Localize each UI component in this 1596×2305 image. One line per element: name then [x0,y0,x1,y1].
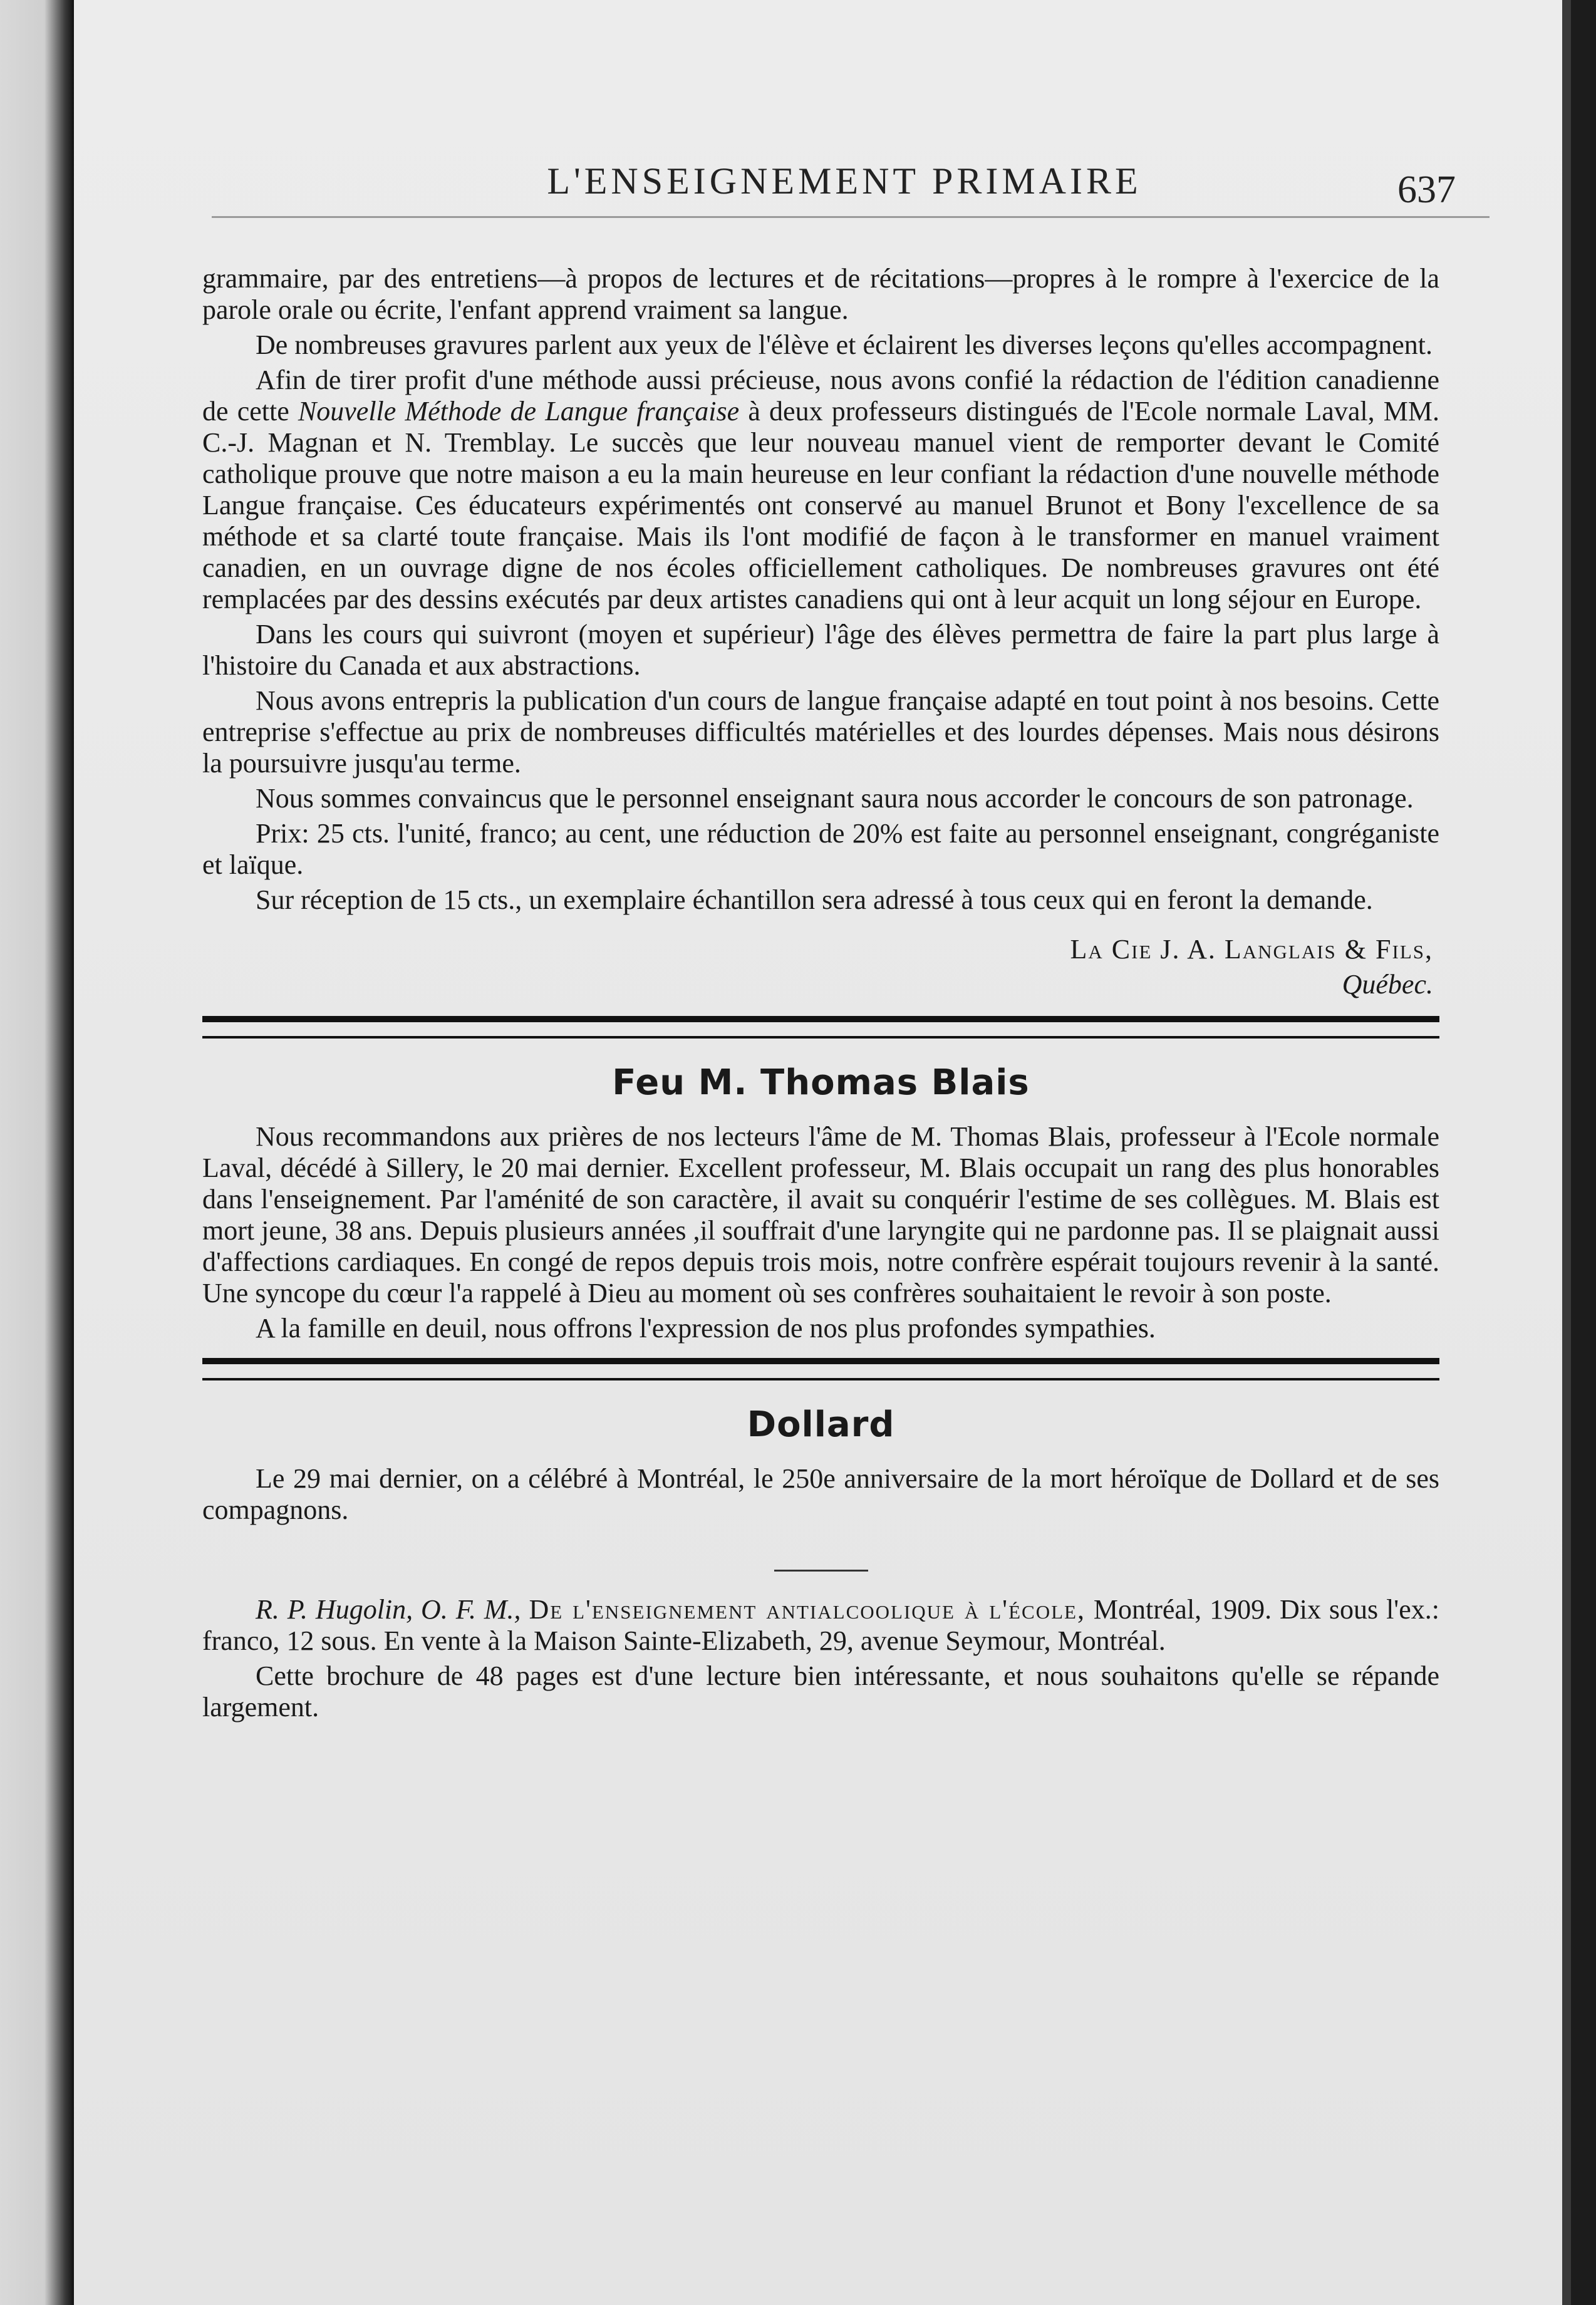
paragraph [202,1594,1439,1657]
publisher-notice [202,263,1439,1002]
method-title: Nouvelle Méthode de Langue française [298,396,740,427]
paragraph: Sur réception de 15 cts., un exemplaire échantillon sera adressé à tous ceux qui en feront la demande. [256,884,1373,915]
book-review [202,1594,1439,1723]
signature [202,932,1439,1002]
short-divider [774,1570,868,1572]
review-author: R. P. Hugolin, O. F. M., [256,1594,521,1625]
paragraph: Le 29 mai dernier, on a célébré à Montréal, le 250e anniversaire de la mort héroïque de Dollard et de ses compagnons. [202,1463,1439,1525]
section-divider [202,1016,1439,1039]
page-number: 637 [1397,168,1456,211]
paragraph: Nous sommes convaincus que le personnel enseignant saura nous accorder le concours de son patronage. [256,783,1414,814]
document-page [74,0,1571,2305]
text-run: Afin de tirer profit d'une méthode aussi précieuse, nous avons confié la rédaction de l'édition canadienne de cette [202,365,1439,427]
paragraph [202,365,1439,615]
running-title: L'ENSEIGNEMENT PRIMAIRE [547,160,1142,202]
scan-margin [0,0,74,2305]
paragraph: Cette brochure de 48 pages est d'une lecture bien intéressante, et nous souhaitons qu'elle se répande largement. [202,1660,1439,1722]
signature-city: Québec. [1342,969,1433,1000]
header-rule [212,216,1490,218]
signature-company: La Cie J. A. Langlais & Fils, [1070,934,1433,965]
running-head [74,160,1571,203]
paragraph: Nous recommandons aux prières de nos lecteurs l'âme de M. Thomas Blais, professeur à l'Ecole normale Laval, décédé à Sillery, le 20 mai dernier. Excellent professeur, M. Blais occupait un rang des plus honorables dans l'enseignement. Par l'aménité de son caractère, il avait su conquérir l'estime de ses collègues. M. Blais est mort jeune, 38 ans. Depuis plusieurs années ,il souffrait d'une laryngite qui ne pardonne pas. Il se plaignait aussi d'affections cardiaques. En congé de repos depuis trois mois, notre confrère espérait toujours revenir à la santé. Une syncope du cœur l'a rappelé à Dieu au moment où ses confrères souhaitaient le revoir à son poste. [202,1121,1439,1308]
page-content [202,263,1439,1727]
paragraph: grammaire, par des entretiens—à propos de lectures et de récitations—propres à le rompre à l'exercice de la parole orale ou écrite, l'enfant apprend vraiment sa langue. [202,263,1439,325]
section-title: Feu M. Thomas Blais [612,1062,1030,1103]
paragraph: A la famille en deuil, nous offrons l'expression de nos plus profondes sympathies. [256,1313,1156,1344]
dollard-section [202,1403,1439,1526]
paragraph: Nous avons entrepris la publication d'un cours de langue française adapté en tout point à nos besoins. Cette entreprise s'effectue au prix de nombreuses difficultés matérielles et des lourdes dépenses. Mais nous désirons la poursuivre jusqu'au terme. [202,685,1439,779]
paragraph: Dans les cours qui suivront (moyen et supérieur) l'âge des élèves permettra de faire la part plus large à l'histoire du Canada et aux abstractions. [202,619,1439,681]
paragraph: De nombreuses gravures parlent aux yeux de l'élève et éclairent les diverses leçons qu'elles accompagnent. [256,329,1433,360]
section-title: Dollard [747,1404,895,1445]
review-details: Montréal, 1909. Dix sous l'ex.: franco, 12 sous. En vente à la Maison Sainte-Elizabeth, 29, avenue Seymour, Montréal. [202,1594,1439,1656]
section-divider [202,1358,1439,1380]
paragraph: Prix: 25 cts. l'unité, franco; au cent, une réduction de 20% est faite au personnel enseignant, congréganiste et laïque. [202,818,1439,880]
review-book-title: De l'enseignement antialcoolique à l'école, [529,1594,1086,1625]
text-run: à deux professeurs distingués de l'Ecole normale Laval, MM. C.-J. Magnan et N. Tremblay. Le succès que leur nouveau manuel vient de remporter devant le Comité catholique prouve que notre maison a eu la main heureuse en leur confiant la rédaction d'une nouvelle méthode Langue française. Ces éducateurs expérimentés ont conservé au manuel Brunot et Bony l'excellence de sa méthode et sa clarté toute française. Mais ils l'ont modifié de façon à le transformer en manuel vraiment canadien, en un ouvrage digne de nos écoles officiellement catholiques. De nombreuses gravures ont été remplacées par des dessins exécutés par deux artistes canadiens qui ont à leur acquit un long séjour en Europe. [202,396,1439,614]
obituary-section [202,1061,1439,1344]
